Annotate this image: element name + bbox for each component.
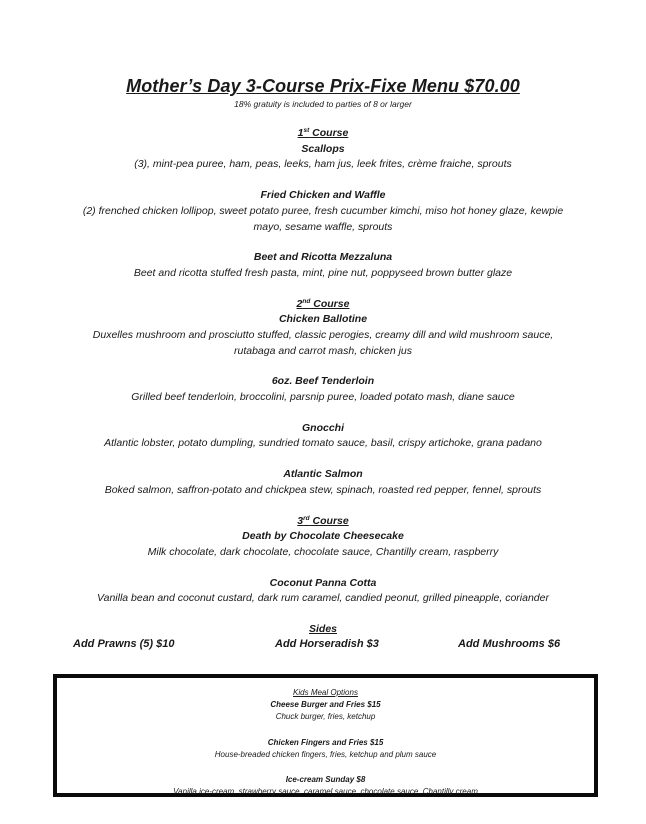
dish-description: (3), mint-pea puree, ham, peas, leeks, ham jus, leek frites, crème fraiche, sprouts (134, 158, 512, 170)
dish-name: Fried Chicken and Waffle (260, 189, 386, 201)
dish-name: Chicken Ballotine (278, 313, 368, 325)
kids-item-name: Chicken Fingers and Fries $15 (267, 738, 384, 747)
kids-item-name: Ice-cream Sunday $8 (285, 775, 366, 784)
side-item: Add Mushrooms $6 (458, 638, 561, 650)
course-1-heading: 1st Course (297, 127, 349, 139)
dish-name: Coconut Panna Cotta (269, 577, 377, 589)
dish-name: 6oz. Beef Tenderloin (271, 375, 375, 387)
dish-name: Scallops (301, 143, 345, 155)
dish-description: Grilled beef tenderloin, broccolini, parsnip puree, loaded potato mash, diane sauce (131, 391, 515, 403)
dish-name: Gnocchi (301, 422, 344, 434)
course-2-heading: 2nd Course (296, 298, 350, 310)
dish-description: Vanilla bean and coconut custard, dark rum caramel, candied peonut, grilled pineapple, coriander (97, 592, 549, 604)
course-3-heading: 3rd Course (297, 515, 349, 527)
dish-description: Duxelles mushroom and prosciutto stuffed, classic perogies, creamy dill and wild mushroom sauce, (92, 329, 554, 341)
side-item: Add Horseradish $3 (275, 638, 379, 650)
kids-menu-box (53, 674, 598, 797)
dish-name: Beet and Ricotta Mezzaluna (253, 251, 393, 263)
menu-title: Mother’s Day 3-Course Prix-Fixe Menu $70.00 (126, 76, 520, 96)
kids-heading: Kids Meal Options (293, 688, 358, 697)
dish-description: (2) frenched chicken lollipop, sweet potato puree, fresh cucumber kimchi, miso hot honey glaze, kewpie (82, 205, 564, 217)
dish-description: Boked salmon, saffron-potato and chickpea stew, spinach, roasted red pepper, fennel, sprouts (104, 484, 542, 496)
dish-description: mayo, sesame waffle, sprouts (253, 221, 393, 233)
dish-name: Death by Chocolate Cheesecake (242, 530, 404, 542)
kids-item-description: Chuck burger, fries, ketchup (275, 712, 376, 721)
gratuity-note: 18% gratuity is included to parties of 8 or larger (234, 99, 412, 109)
dish-description: Beet and ricotta stuffed fresh pasta, mint, pine nut, poppyseed brown butter glaze (133, 267, 513, 279)
kids-item-description: Vanilla ice-cream, strawberry sauce, caramel sauce, chocolate sauce, Chantilly cream (173, 787, 478, 796)
dish-name: Atlantic Salmon (283, 468, 363, 480)
kids-item-name: Cheese Burger and Fries $15 (270, 700, 381, 709)
dish-description: Atlantic lobster, potato dumpling, sundried tomato sauce, basil, crispy artichoke, grana padano (104, 437, 542, 449)
kids-item-description: House-breaded chicken fingers, fries, ketchup and plum sauce (214, 750, 437, 759)
side-item: Add Prawns (5) $10 (73, 638, 175, 650)
dish-description: rutabaga and carrot mash, chicken jus (233, 345, 412, 357)
dish-description: Milk chocolate, dark chocolate, chocolate sauce, Chantilly cream, raspberry (147, 546, 499, 558)
sides-heading: Sides (308, 623, 337, 635)
sides-row (0, 638, 646, 654)
